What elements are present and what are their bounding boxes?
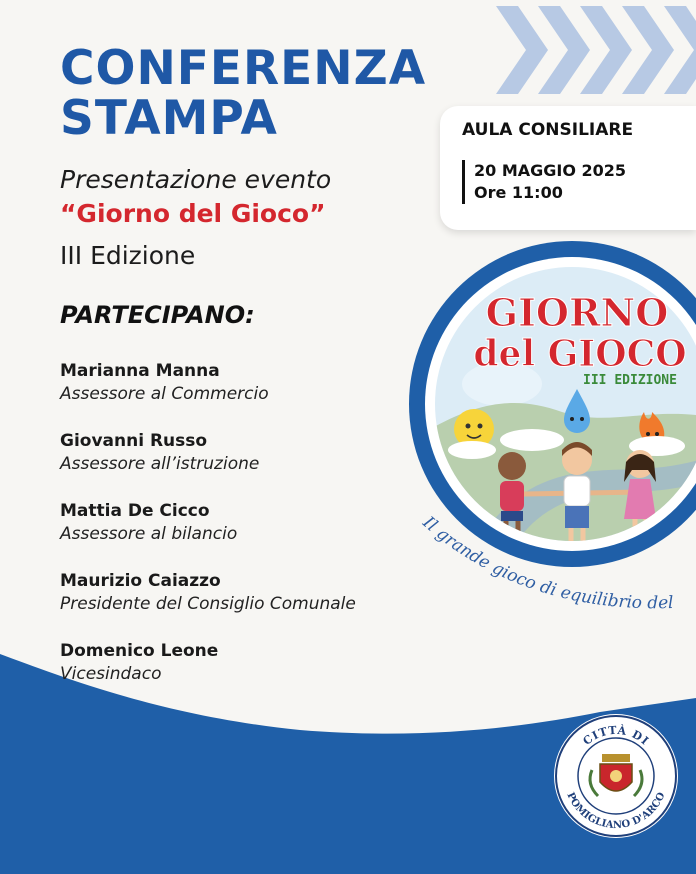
participant-role: Assessore all’istruzione [60, 454, 260, 474]
title-line-1: CONFERENZA [60, 41, 427, 96]
logo-title-line-1: GIORNO [485, 290, 669, 335]
logo-tagline-text: Il grande gioco di equilibrio del [418, 512, 674, 614]
location-label: AULA CONSILIARE [462, 120, 634, 140]
participant-item [60, 570, 430, 640]
date-label: 20 MAGGIO 2025 [474, 161, 627, 180]
event-logo [402, 234, 696, 634]
participant-name: Mattia De Cicco [60, 501, 210, 521]
subtitle: Presentazione evento [60, 165, 332, 194]
event-name: “Giorno del Gioco” [60, 199, 326, 228]
chevron-arrows-decoration [496, 6, 696, 94]
edition-label: III Edizione [60, 241, 196, 270]
date-time-block [462, 160, 626, 204]
participant-item [60, 500, 430, 570]
participant-role: Presidente del Consiglio Comunale [60, 594, 356, 614]
participant-name: Giovanni Russo [60, 431, 208, 451]
title-line-2: STAMPA [60, 91, 278, 146]
participants-list [60, 360, 430, 710]
logo-title-line-2: del GIOCO [473, 333, 687, 375]
page-title [60, 41, 427, 146]
logo-edition: III EDIZIONE [583, 373, 677, 388]
participant-item [60, 640, 430, 710]
participant-item [60, 430, 430, 500]
participants-heading: PARTECIPANO: [60, 301, 255, 329]
participant-role: Assessore al bilancio [60, 524, 238, 544]
time-label: Ore 11:00 [474, 183, 563, 202]
participant-name: Marianna Manna [60, 361, 220, 381]
participant-item [60, 360, 430, 430]
participant-name: Maurizio Caiazzo [60, 571, 221, 591]
city-seal-logo [552, 712, 680, 840]
participant-role: Vicesindaco [60, 664, 162, 684]
chevron-1 [496, 6, 548, 94]
participant-role: Assessore al Commercio [60, 384, 269, 404]
seal-top-text: CITTÀ DI [580, 723, 652, 748]
seal-bottom-text: POMIGLIANO D'ARCO [564, 790, 668, 832]
participant-name: Domenico Leone [60, 641, 219, 661]
